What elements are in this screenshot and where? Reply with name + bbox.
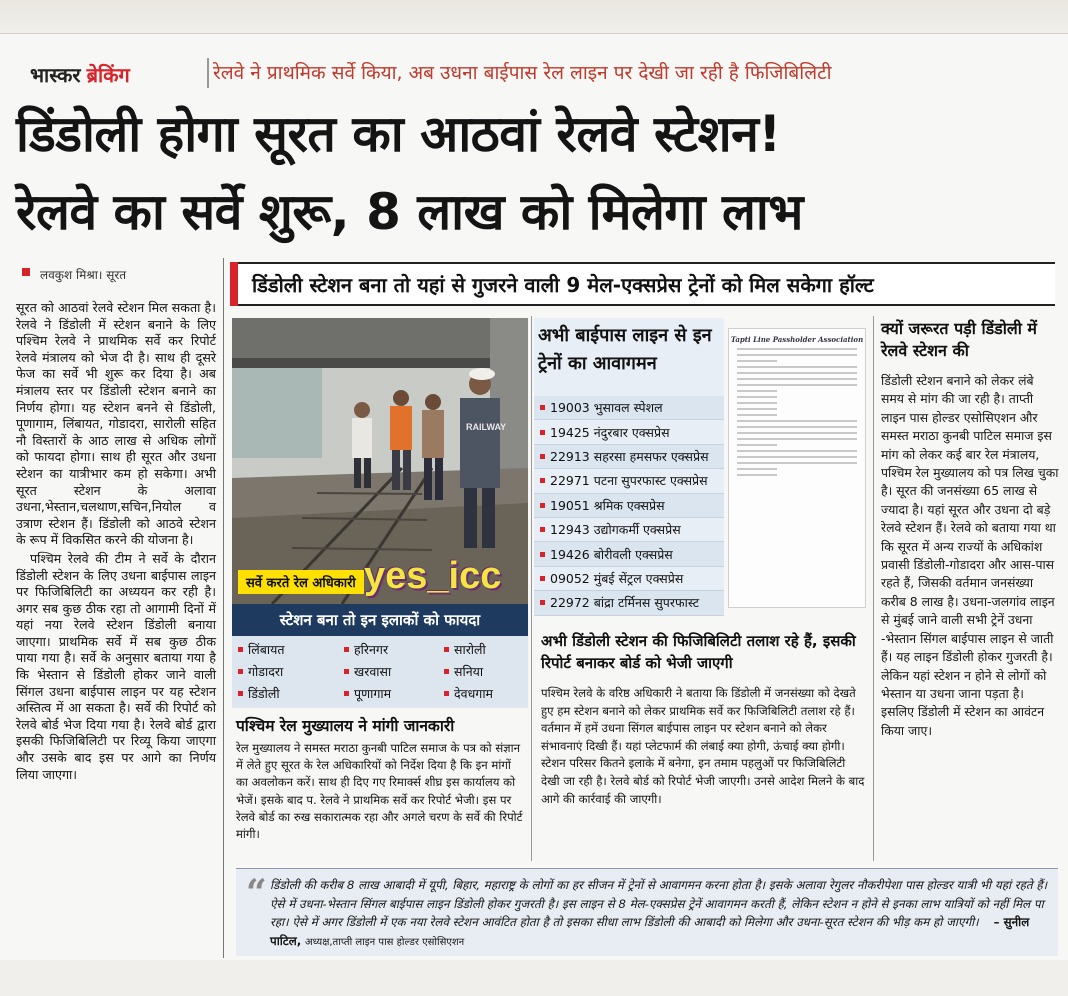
quote-author: – सुनील पाटिल,: [270, 915, 1030, 948]
list-item: सनिया: [444, 662, 526, 681]
photo-caption: सर्वे करते रेल अधिकारी: [238, 570, 364, 594]
list-item: 19003 भुसावल स्पेशल: [534, 396, 724, 420]
headline-line-1: डिंडोली होगा सूरत का आठवां रेलवे स्टेशन!: [16, 105, 781, 163]
letterhead: Tapti Line Passholder Association: [730, 335, 864, 344]
section-title: पश्चिम रेल मुख्यालय ने मांगी जानकारी: [236, 717, 455, 735]
list-item: 22971 पटना सुपरफास्ट एक्सप्रेस: [534, 469, 724, 493]
quote-body: डिंडोली की करीब 8 लाख आबादी में यूपी, बिहार, महाराष्ट्र के लोगों का हर सीजन में ट्रेनों से आवागमन करना होता है। इसके अलावा रेगुलर नौकरीपेशा पास होल्डर यात्री भी यहां रहते हैं। ऐसे में उधना-भेस्तान सिंगल बाईपास लाइन डिंडोली होकर गुजरती है। इस लाइन से 8 मेल-एक्सप्रेस ट्रेनें आवागमन करती हैं, लेकिन स्टेशन न होने से इनका लाभ यात्रियों को नहीं मिल पा रहा। ऐसे में अगर डिंडोली में एक नया रेलवे स्टेशन आवंटित होता है तो इसका सीधा लाभ डिंडोली की आबादी को मिलेगा और उधना-सूरत स्टेशन की भीड़ कम हो जाएगी।: [270, 878, 1048, 930]
kicker-line: रेलवे ने प्राथमिक सर्वे किया, अब उधना बाईपास रेल लाइन पर देखी जा रही है फिजिबिलिटी: [213, 62, 832, 84]
list-item: 19051 श्रमिक एक्सप्रेस: [534, 494, 724, 518]
story-paragraph: सूरत को आठवां रेलवे स्टेशन मिल सकता है। रेलवे ने डिंडोली में स्टेशन बनाने के लिए पश्चिम रेलवे ने प्राथमिक सर्वे कर रिपोर्ट रेलवे मंत्रालय को भेज दी है। साथ ही दूसरे फेज का सर्वे भी शुरू कर दिया है। अब मंत्रालय स्तर पर डिंडोली स्टेशन बनाने का निर्णय होगा। यह स्टेशन बनने से डिंडोली, पूणागाम, लिंबायत, गोडादरा, सारोली सहित नौ विस्तारों के आठ लाख से अधिक लोगों को फायदा होगा। साथ ही सूरत और उधना स्टेशन का यात्रीभार कम हो सकेगा। अभी सूरत स्टेशन के अलावा उधना,भेस्तान,चलथाण,सचिन,नियोल व उत्राण स्टेशन हैं। डिंडोली को आठवे स्टेशन के रूप में विकसित करने की योजना है।: [16, 300, 216, 548]
story-paragraph: पश्चिम रेलवे की टीम ने सर्वे के दौरान डिंडोली स्टेशन के लिए उधना बाईपास लाइन पर फिजिबिलिटी का अध्ययन कर रही है। अगर सब कुछ ठीक रहा तो आगामी दिनों में यहां नया रेलवे स्टेशन डिंडोली बनाया जाएगा। प्राथमिक सर्वे में सब कुछ ठीक पाया गया है। सर्वे के अनुसार बताया गया है कि भेस्तान से डिंडोली होकर जाने वाली सिंगल उधना बाईपास लाइन पर यह स्टेशन अस्तित्व में आ सकता है। सर्वे की रिपोर्ट को रेलवे बोर्ड भेज दिया गया है। रेलवे बोर्ड द्वारा इसकी फिजिबिलिटी पर रिव्यू किया जाएगा और उसके बाद इस पर आगे का निर्णय लिया जाएगा।: [16, 550, 216, 782]
section-body: पश्चिम रेलवे के वरिष्ठ अधिकारी ने बताया कि डिंडोली में जनसंख्या को देखते हुए हम स्टेशन बनाने को लेकर प्राथमिक सर्वे कर फिजिबिलिटी तलाश रहे हैं। वर्तमान में हमें उधना सिंगल बाईपास लाइन पर स्टेशन बनाने को लेकर संभावनाएं दिखी हैं। यहां प्लेटफार्म की लंबाई क्या होगी, ऊंचाई क्या होगी। स्टेशन परिसर कितने इलाके में बनेगा, इन तमाम पहलुओं पर फिजिबिलिटी देखी जा रही है। रेलवे बोर्ड को रिपोर्ट भेजी जाएगी। उनसे आदेश मिलने के बाद आगे की कार्रवाई की जाएगी।: [541, 686, 865, 806]
train-list: [534, 396, 724, 616]
list-item: सारोली: [444, 640, 526, 659]
left-column-story: [16, 300, 216, 785]
list-item: 19425 नंदुरबार एक्सप्रेस: [534, 420, 724, 444]
areas-title: स्टेशन बना तो इन इलाकों को फायदा: [232, 604, 528, 636]
subheadline-accent: [230, 262, 238, 306]
list-item: 19426 बोरीवली एक्सप्रेस: [534, 542, 724, 566]
subheadline: डिंडोली स्टेशन बना तो यहां से गुजरने वाली 9 मेल-एक्सप्रेस ट्रेनों को मिल सकेगा हॉल्ट: [230, 262, 1055, 306]
list-item: 22972 बांद्रा टर्मिनस सुपरफास्ट: [534, 591, 724, 615]
association-letter-image: [728, 328, 866, 608]
list-item: डिंडोली: [238, 684, 344, 703]
brand-breaking-label: ब्रेकिंग: [86, 62, 130, 87]
page-bottom-margin: [0, 960, 1068, 996]
byline: लवकुश मिश्रा। सूरत: [40, 268, 127, 282]
column-divider: [873, 316, 874, 861]
list-item: पूणागाम: [344, 684, 444, 703]
list-item: गोडादरा: [238, 662, 344, 681]
list-item: 22913 सहरसा हमसफर एक्सप्रेस: [534, 445, 724, 469]
news-photo: [232, 318, 528, 604]
section-title: अभी डिंडोली स्टेशन की फिजिबिलिटी तलाश रहे हैं, इसकी रिपोर्ट बनाकर बोर्ड को भेजी जाएगी: [541, 632, 856, 672]
list-item: 12943 उद्योगकर्मी एक्सप्रेस: [534, 518, 724, 542]
page-top-strip: [0, 0, 1068, 34]
byline-marker: [22, 268, 30, 276]
why-section-title: क्यों जरूरत पड़ी डिंडोली में रेलवे स्टेशन की: [881, 319, 1037, 360]
list-item: हरिनगर: [344, 640, 444, 659]
headline-line-2: रेलवे का सर्वे शुरू, 8 लाख को मिलेगा लाभ: [16, 183, 803, 241]
quote-text: [270, 876, 1050, 952]
kicker-divider: [207, 58, 209, 88]
railway-jacket-text: RAILWAY: [466, 422, 507, 432]
quote-author-role: अध्यक्ष,ताप्ती लाइन पास होल्डर एसोसिएशन: [305, 936, 465, 948]
list-item: 09052 मुंबई सेंट्रल एक्सप्रेस: [534, 567, 724, 591]
section-body: रेल मुख्यालय ने समस्त मराठा कुनबी पाटिल समाज के पत्र को संज्ञान में लेते हुए सूरत के रेल अधिकारियों को निर्देश दिया है कि इन मांगों का अवलोकन करें। साथ ही दिए गए रिमार्क्स शीघ्र इस कार्यालय को भेजें। इसके बाद प. रेलवे ने प्राथमिक सर्वे कर रिपोर्ट भेजी। इस पर रेलवे बोर्ड का रुख सकारात्मक रहा और अगले चरण के सर्वे की रिपोर्ट मांगी।: [236, 741, 523, 842]
areas-list: [238, 640, 526, 703]
why-section-body: डिंडोली स्टेशन बनाने को लेकर लंबे समय से मांग की जा रही है। ताप्ती लाइन पास होल्डर एसोसिएशन और समस्त मराठा कुनबी पाटिल समाज इस मांग को लेकर कई बार रेल मंत्रालय, पश्चिम रेल मुख्यालय को पत्र लिख चुका है। सूरत की जनसंख्या 65 लाख से ज्यादा है। यहां सूरत और उधना दो बड़े रेलवे स्टेशन हैं। रेलवे को बताया गया था कि सूरत में अन्य राज्यों के अधिकांश प्रवासी डिंडोली-गोडादरा और आस-पास रहते हैं, जिसकी वर्तमान जनसंख्या करीब 8 लाख है। उधना-जलगांव लाइन से मुंबई जाने वाली सभी ट्रेनें उधना -भेस्तान सिंगल बाईपास लाइन से जाती हैं। यह लाइन डिंडोली होकर गुजरती है। लेकिन यहां स्टेशन न होने से लोगों को भेस्तान या उधना जाना पड़ता है। इसलिए डिंडोली में स्टेशन का आवंटन किया जाए।: [881, 373, 1059, 738]
brand-logo: [24, 57, 209, 91]
list-item: खरवासा: [344, 662, 444, 681]
trains-title: अभी बाईपास लाइन से इन ट्रेनों का आवागमन: [538, 325, 712, 374]
list-item: लिंबायत: [238, 640, 344, 659]
column-divider: [531, 316, 532, 861]
quote-mark-icon: “: [246, 872, 267, 914]
brand-name: भास्कर: [30, 62, 81, 87]
list-item: देवधगाम: [444, 684, 526, 703]
column-divider: [223, 258, 224, 958]
photo-watermark: yes_icc: [364, 555, 502, 597]
